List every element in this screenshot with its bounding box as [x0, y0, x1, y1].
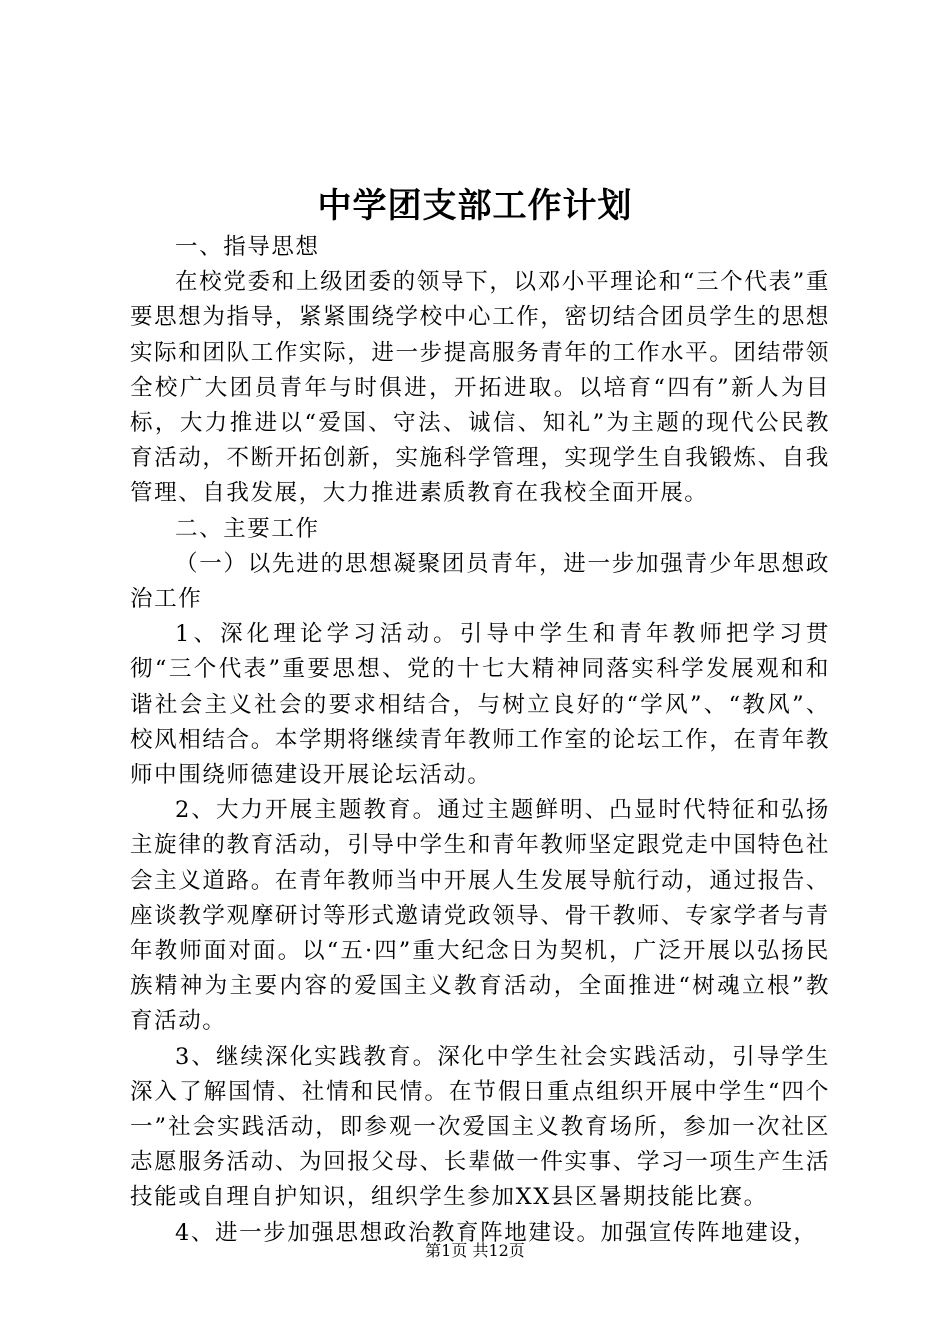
- paragraph-item-1: 1、深化理论学习活动。引导中学生和青年教师把学习贯彻“三个代表”重要思想、党的十七大精神同落实科学发展观和和谐社会主义社会的要求相结合，与树立良好的“学风”、“教风”、校风相结合。本学期将继续青年教师工作室的论坛工作，在青年教师中围绕师德建设开展论坛活动。: [130, 621, 830, 789]
- heading-main-work: 二、主要工作: [175, 515, 320, 542]
- page-footer: 第1页 共12页: [425, 1241, 525, 1260]
- paragraph-guiding-thought: 在校党委和上级团委的领导下，以邓小平理论和“三个代表”重要思想为指导，紧紧围绕学校中心工作，密切结合团员学生的思想实际和团队工作实际，进一步提高服务青年的工作水平。团结带领全校广大团员青年与时俱进，开拓进取。以培育“四有”新人为目标，大力推进以“爱国、守法、诚信、知礼”为主题的现代公民教育活动，不断开拓创新，实施科学管理，实现学生自我锻炼、自我管理、自我发展，大力推进素质教育在我校全面开展。: [130, 269, 830, 507]
- paragraph-item-3: 3、继续深化实践教育。深化中学生社会实践活动，引导学生深入了解国情、社情和民情。在节假日重点组织开展中学生“四个一”社会实践活动，即参观一次爱国主义教育场所，参加一次社区志愿服务活动、为回报父母、长辈做一件实事、学习一项生产生活技能或自理自护知识，组织学生参加XX县区暑期技能比赛。: [130, 1043, 830, 1211]
- document-body: [130, 230, 830, 1251]
- heading-guiding-thought: 一、指导思想: [175, 234, 320, 260]
- document-title: 中学团支部工作计划: [317, 186, 633, 226]
- subheading-part-one: （一）以先进的思想凝聚团员青年，进一步加强青少年思想政治工作: [130, 550, 830, 613]
- paragraph-item-2: 2、大力开展主题教育。通过主题鲜明、凸显时代特征和弘扬主旋律的教育活动，引导中学生和青年教师坚定跟党走中国特色社会主义道路。在青年教师当中开展人生发展导航行动，通过报告、座谈教学观摩研讨等形式邀请党政领导、骨干教师、专家学者与青年教师面对面。以“五·四”重大纪念日为契机，广泛开展以弘扬民族精神为主要内容的爱国主义教育活动，全面推进“树魂立根”教育活动。: [130, 797, 830, 1035]
- paragraph-item-4: 4、进一步加强思想政治教育阵地建设。加强宣传阵地建设，: [175, 1219, 818, 1246]
